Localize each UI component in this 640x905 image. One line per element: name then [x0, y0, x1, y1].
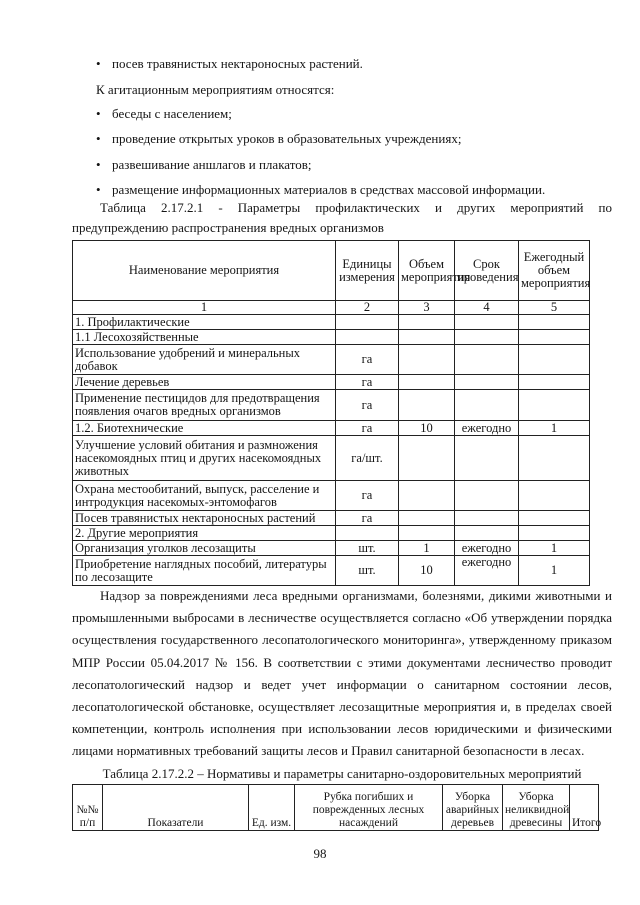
- table-number-row: 1 2 3 4 5: [73, 301, 590, 315]
- column-header: Наименование мероприятия: [73, 241, 336, 301]
- measures-table: [72, 240, 590, 586]
- list-item: • развешивание аншлагов и плакатов;: [96, 156, 312, 172]
- table-row: 1. Профилактические: [73, 315, 590, 330]
- sanitary-measures-table: [72, 784, 602, 831]
- column-header: №№ п/п: [73, 785, 103, 831]
- column-header: Уборка неликвидной древесины: [503, 785, 570, 831]
- table-row: Охрана местообитаний, выпуск, расселение и интродукция насекомых-энтомофагов га: [73, 481, 590, 511]
- bullet-icon: •: [96, 181, 101, 197]
- top-bullet-list: [96, 56, 616, 80]
- bullet-icon: •: [96, 106, 101, 121]
- list-item: • размещение информационных материалов в средствах массовой информации.: [96, 181, 546, 197]
- table2-caption: Таблица 2.17.2.2 – Нормативы и параметры санитарно-оздоровительных мероприятий: [102, 766, 582, 781]
- main-paragraph: Надзор за повреждениями леса вредными организмами, болезнями, дикими животными и промышленными выбросами в лесничестве осуществляется согласно «Об утверждении порядка осуществления государственного лесопатологического мониторинга», утвержденному приказом МПР России 05.04.2017 № 156. В соответствии с этими документами лесничество проводит лесопатологический надзор и ведет учет информации о санитарном состоянии лесов, лесопатологической обстановке, осуществляет лесозащитные мероприятия и, в пределах своей компетенции, контроль исполнения при использовании лесов юридическими и физическими лицами нормативных требований защиты лесов и Правил санитарной безопасности в лесах.: [72, 588, 612, 759]
- table-header-row: [73, 241, 590, 301]
- table-row: Использование удобрений и минеральных добавок га: [73, 345, 590, 375]
- table1-caption: Таблица 2.17.2.1 - Параметры профилактических и других мероприятий по предупреждению распространения вредных организмов: [72, 200, 612, 235]
- bullet-icon: •: [96, 56, 101, 71]
- table-row: 1.2. Биотехнические га 10 ежегодно 1: [73, 421, 590, 436]
- agitation-intro: К агитационным мероприятиям относятся:: [96, 82, 335, 97]
- column-header: Срок проведения: [455, 241, 519, 301]
- table-row: Лечение деревьев га: [73, 375, 590, 390]
- bullet-icon: •: [96, 156, 101, 172]
- table-row: Улучшение условий обитания и размножения насекомоядных птиц и других насекомоядных животных га/шт.: [73, 436, 590, 481]
- column-header: Итого: [570, 785, 599, 831]
- column-header: Уборка аварийных деревьев: [443, 785, 503, 831]
- table-row: 2. Другие мероприятия: [73, 526, 590, 541]
- column-header: Ежегодный объем мероприятия: [519, 241, 590, 301]
- bullet-icon: •: [96, 131, 101, 147]
- column-header: Ед. изм.: [249, 785, 295, 831]
- list-item: • проведение открытых уроков в образовательных учреждениях;: [96, 131, 462, 147]
- table-row: Приобретение наглядных пособий, литературы по лесозащите шт. 10 ежегодно 1: [73, 556, 590, 586]
- column-header: Рубка погибших и поврежденных лесных насаждений: [295, 785, 443, 831]
- table-row: Посев травянистых нектароносных растений га: [73, 511, 590, 526]
- page-number: 98: [313, 846, 327, 861]
- column-header: Показатели: [103, 785, 249, 831]
- list-item: • беседы с населением;: [96, 106, 232, 121]
- table-row: 1.1 Лесохозяйственные: [73, 330, 590, 345]
- column-header: Единицы измерения: [336, 241, 399, 301]
- column-header: Объем мероприятия: [399, 241, 455, 301]
- table-row: Применение пестицидов для предотвращения появления очагов вредных организмов га: [73, 390, 590, 421]
- table-row: Организация уголков лесозащиты шт. 1 ежегодно 1: [73, 541, 590, 556]
- table-header-row: [73, 785, 599, 831]
- list-item: • посев травянистых нектароносных растений.: [96, 56, 363, 71]
- agitation-bullet-list: [96, 106, 616, 207]
